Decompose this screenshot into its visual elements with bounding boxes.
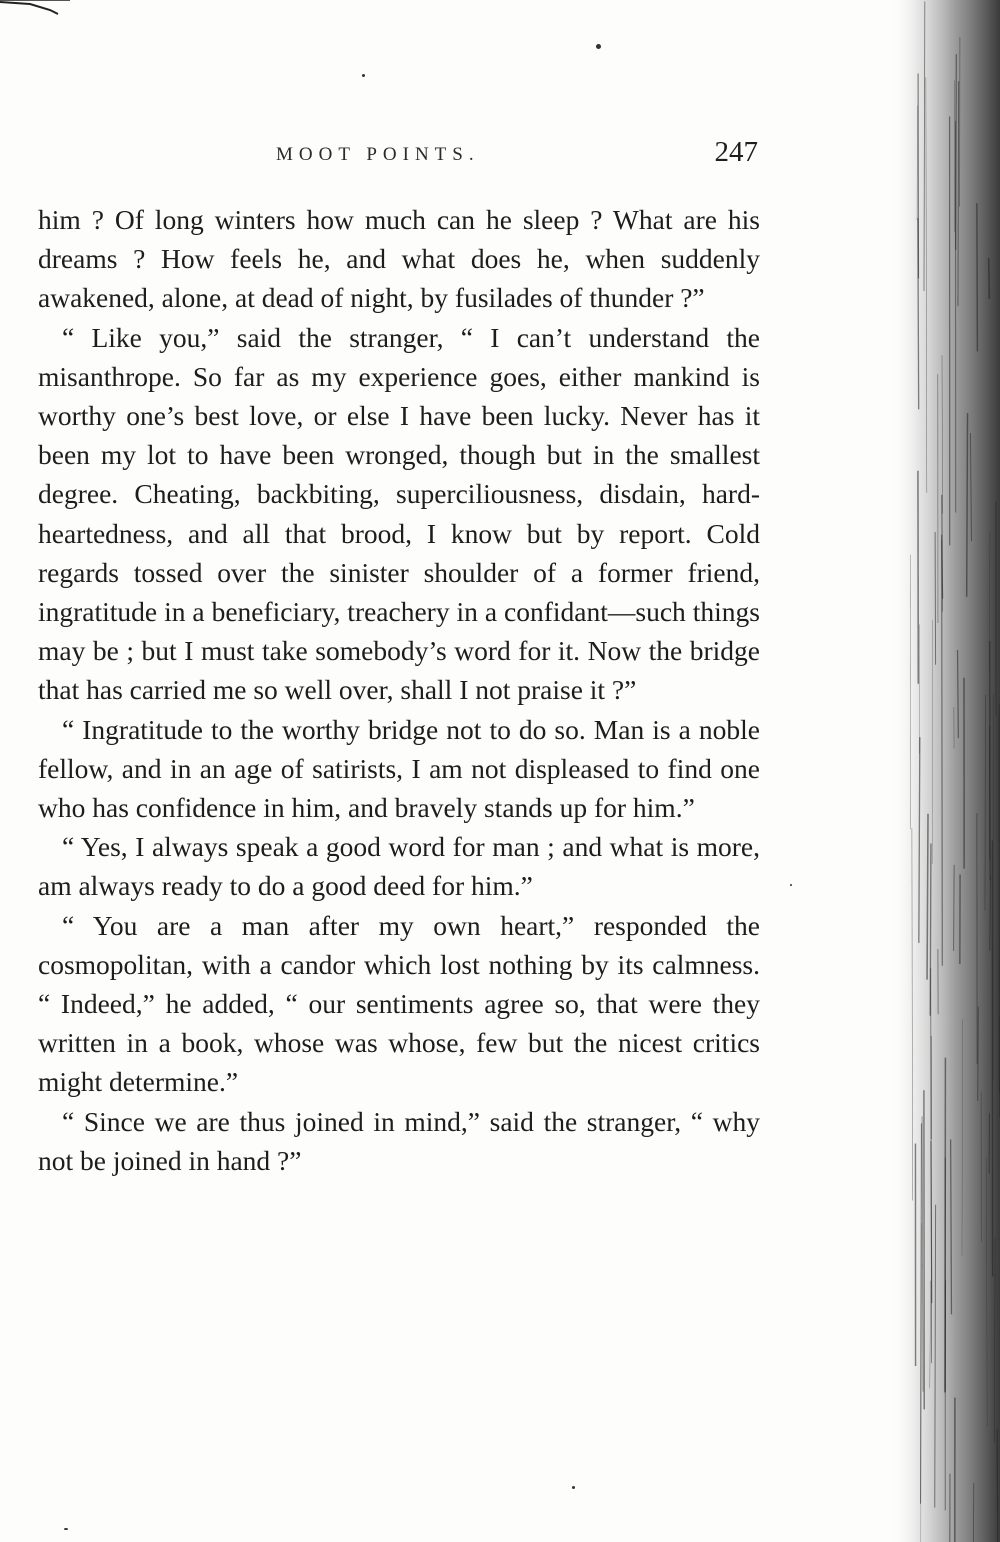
- page-header: [36, 136, 758, 176]
- print-speck: [790, 884, 792, 886]
- body-text: [38, 200, 760, 1180]
- edge-streak: [954, 865, 955, 951]
- edge-streak: [958, 650, 959, 738]
- paragraph: “ Like you,” said the stranger, “ I can’t understand the misanthrope. So far as my experience goes, either mankind is worthy one’s best love, or else I have been lucky. Never has it been my lot to have been wronged, though but in the smallest degree. Cheating, backbiting, superciliousness, disdain, hard-heartedness, and all that brood, I know but by report. Cold regards tossed over the sinister shoulder of a former friend, ingratitude in a beneficiary, treachery in a confidant—such things may be ; but I must take somebody’s word for it. Now the bridge that has carried me so well over, shall I not praise it ?”: [38, 321, 760, 706]
- page-number: 247: [714, 136, 758, 168]
- ink-corner-mark: [0, 0, 70, 20]
- edge-streak: [918, 218, 919, 409]
- paragraph: “ Yes, I always speak a good word for man ; and what is more, am always ready to do a good deed for him.”: [38, 831, 760, 902]
- book-edge-shadow: [890, 0, 1000, 1542]
- print-speck: [596, 44, 601, 49]
- edge-streak: [942, 535, 943, 966]
- print-speck: [572, 1486, 575, 1489]
- edge-streak: [989, 258, 990, 299]
- edge-streak: [958, 81, 959, 306]
- edge-streak: [990, 877, 991, 951]
- paragraph-continued: him ? Of long winters how much can he sleep ? What are his dreams ? How feels he, and what does he, when suddenly awakened, alone, at dead of night, by fusilades of thunder ?”: [38, 204, 760, 314]
- print-speck: [64, 1528, 68, 1530]
- edge-streak: [927, 814, 928, 980]
- print-speck: [362, 74, 365, 77]
- paragraph: “ You are a man after my own heart,” responded the cosmopolitan, with a candor which lost nothing by its calmness. “ Indeed,” he added, “ our sentiments agree so, that were they written in a book, whose was whose, few but the nicest critics might determine.”: [38, 909, 760, 1098]
- edge-streak: [977, 203, 978, 351]
- edge-streak: [951, 1139, 952, 1314]
- paragraph: “ Ingratitude to the worthy bridge not to do so. Man is a noble fellow, and in an age of satirists, I am not displeased to find one who has confidence in him, and bravely stands up for him.”: [38, 713, 760, 824]
- edge-streak: [967, 413, 968, 597]
- paragraph: “ Since we are thus joined in mind,” said the stranger, “ why not be joined in hand ?”: [38, 1105, 760, 1176]
- running-head: MOOT POINTS.: [276, 144, 480, 165]
- edge-streak: [956, 54, 957, 250]
- edge-streak: [978, 1007, 979, 1101]
